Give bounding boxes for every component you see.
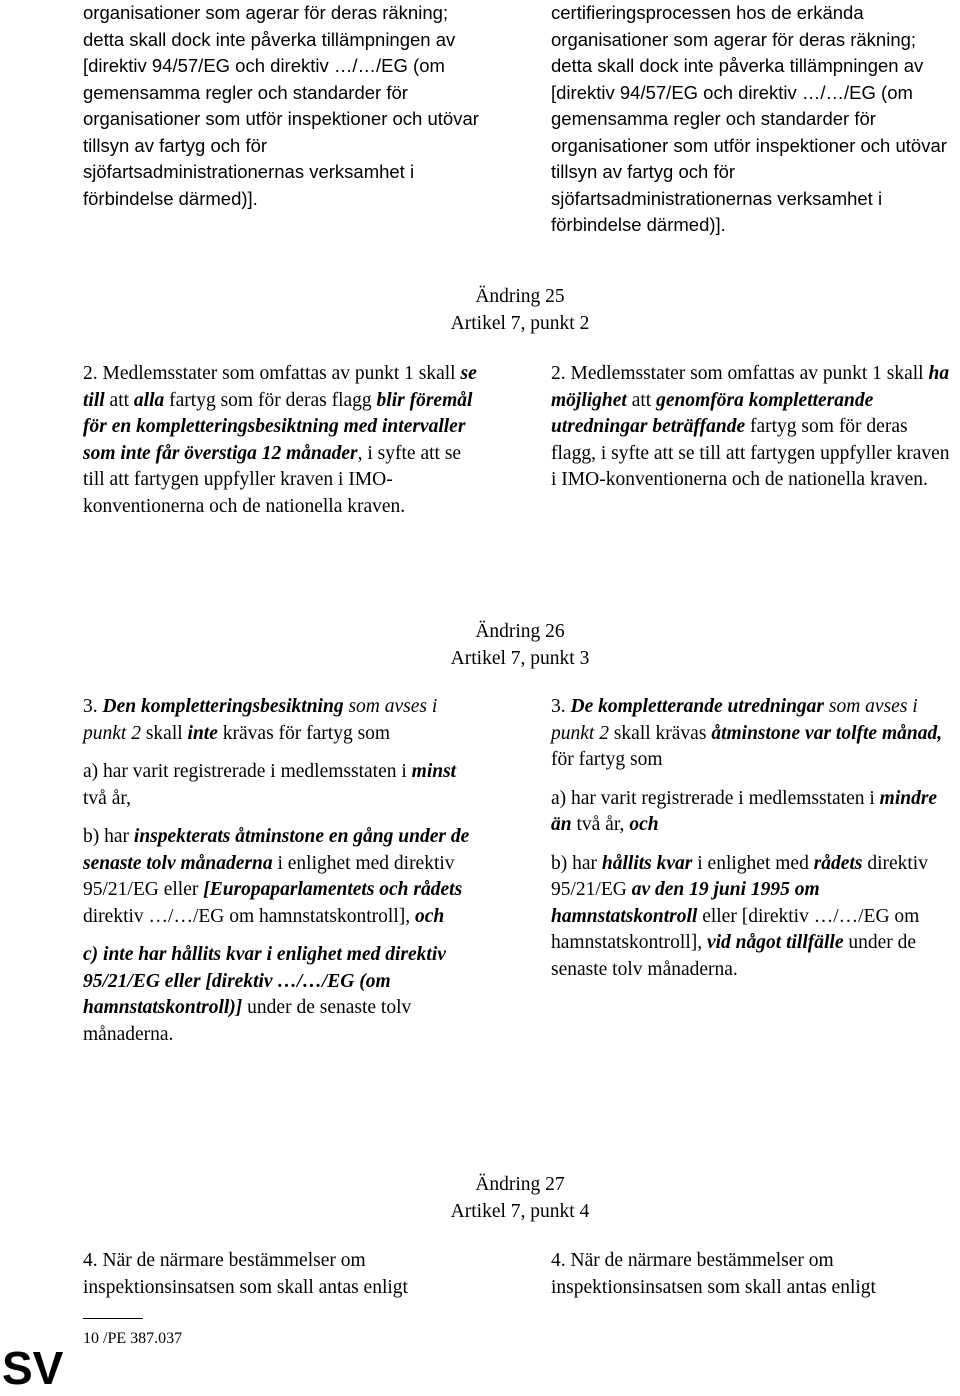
emphasis: De kompletterande utredningar: [570, 696, 825, 717]
emphasis: inspekterats åtminstone en gång under de senaste tolv månaderna: [83, 826, 470, 874]
footer-reference: 10 /PE 387.037: [83, 1330, 183, 1347]
paragraph: [83, 759, 483, 812]
text: skall: [140, 722, 188, 744]
text: under de senaste tolv månaderna.: [551, 932, 917, 980]
amendment-26-title: Ändring 26: [475, 621, 565, 642]
paragraph: [83, 942, 483, 1048]
top-left-paragraph: organisationer som agerar för deras räkning; detta skall dock inte påverka tillämpningen av [direktiv 94/57/EG och direktiv …/…/EG (om gemensamma regler och standarder för organisationer som utför inspektioner och utövar tillsyn av fartyg och för sjöfartsadministrationernas verksamhet i förbindelse därmed)].: [83, 2, 479, 209]
text: eller [direktiv …/…/EG om hamnstatskontroll],: [551, 905, 920, 953]
emphasis: och: [415, 905, 445, 927]
paragraph: [83, 824, 483, 930]
text: fartyg som för deras flagg: [164, 389, 377, 411]
text: direktiv …/…/EG om hamnstatskontroll],: [83, 905, 416, 927]
italic-text: som avses i punkt 2: [83, 696, 438, 744]
amendment-25-left: [83, 361, 483, 520]
emphasis: alla: [133, 389, 165, 411]
text: att: [626, 389, 657, 411]
text: 2. Medlemsstater som omfattas av punkt 1 skall: [83, 363, 461, 384]
amendment-27-right: 4. När de närmare bestämmelser om inspektionsinsatsen som skall antas enligt: [551, 1250, 876, 1298]
text: två år,: [571, 814, 630, 835]
text: , i syfte att se till att fartygen uppfyller kraven i IMO-konventionerna och de nationella kraven.: [83, 442, 462, 517]
emphasis: och: [629, 814, 659, 835]
emphasis: inte: [187, 722, 218, 744]
amendment-27-left: 4. När de närmare bestämmelser om inspektionsinsatsen som skall antas enligt: [83, 1250, 408, 1298]
text: direktiv 95/21/EG: [551, 852, 928, 900]
amendment-25-title: Ändring 25: [475, 286, 565, 307]
text: b) har: [83, 826, 134, 847]
text: skall krävas: [608, 722, 712, 744]
paragraph: [551, 786, 956, 839]
emphasis: minst: [411, 761, 457, 782]
emphasis: c) inte har hållits kvar i enlighet med direktiv 95/21/EG eller [direktiv …/…/EG (om hamnstatskontroll)]: [83, 944, 446, 1018]
amendment-26-right: [551, 694, 956, 995]
amendment-27-heading: [0, 1172, 960, 1225]
text: 3.: [83, 696, 103, 717]
italic-text: som avses i punkt 2: [551, 696, 918, 744]
emphasis: vid något tillfälle: [706, 932, 844, 953]
text: två år,: [83, 787, 131, 809]
paragraph: [83, 694, 483, 747]
paragraph: [551, 851, 956, 984]
text: 3.: [551, 696, 571, 717]
amendment-26-left: [83, 694, 483, 1060]
footer-divider: [83, 1318, 143, 1319]
text: fartyg som för deras flagg, i syfte att se till att fartygen uppfyller kraven i IMO-konventionerna och de nationella kraven.: [551, 416, 950, 490]
emphasis: blir föremål för en kompletteringsbesiktning med intervaller som inte får överstiga 12 månader: [83, 389, 473, 464]
emphasis: hållits kvar: [601, 852, 693, 874]
amendment-26-article: Artikel 7, punkt 3: [450, 647, 590, 669]
amendment-27-title: Ändring 27: [475, 1174, 565, 1195]
emphasis: ha möjlighet: [551, 363, 950, 411]
emphasis: av den 19 juni 1995 om hamnstatskontroll: [551, 879, 820, 927]
text: 2. Medlemsstater som omfattas av punkt 1 skall: [551, 363, 929, 384]
amendment-25-article: Artikel 7, punkt 2: [450, 312, 590, 334]
text: i enlighet med direktiv 95/21/EG eller: [83, 852, 455, 900]
emphasis: genomföra kompletterande utredningar beträffande: [551, 389, 874, 437]
emphasis: se till: [83, 363, 477, 411]
amendment-26-heading: [0, 619, 960, 672]
language-code: SV: [2, 1342, 64, 1394]
text: för fartyg som: [551, 749, 663, 770]
top-right-paragraph: certifieringsprocessen hos de erkända organisationer som agerar för deras räkning; detta skall dock inte påverka tillämpningen av [direktiv 94/57/EG och direktiv …/…/EG (om gemensamma regler och standarder för organisationer som utför inspektioner och utövar tillsyn av fartyg och för sjöfartsadministrationernas verksamhet i förbindelse därmed)].: [551, 2, 947, 235]
emphasis: rådets: [813, 852, 863, 874]
text: i enlighet med: [692, 852, 814, 874]
text: att: [104, 389, 134, 411]
amendment-27-article: Artikel 7, punkt 4: [450, 1200, 590, 1222]
text: b) har: [551, 852, 602, 874]
emphasis: Den kompletteringsbesiktning: [102, 696, 344, 717]
emphasis: åtminstone var tolfte månad,: [711, 722, 943, 744]
text: krävas för fartyg som: [217, 722, 391, 744]
text: a) har varit registrerade i medlemsstaten i: [551, 787, 880, 809]
amendment-25-right: [551, 361, 956, 494]
amendment-25-heading: [0, 284, 960, 337]
emphasis: [Europaparlamentets och rådets: [203, 879, 463, 900]
emphasis: mindre än: [551, 787, 938, 835]
text: a) har varit registrerade i medlemsstaten i: [83, 761, 412, 782]
text: under de senaste tolv månaderna.: [83, 997, 412, 1045]
paragraph: [551, 694, 956, 774]
